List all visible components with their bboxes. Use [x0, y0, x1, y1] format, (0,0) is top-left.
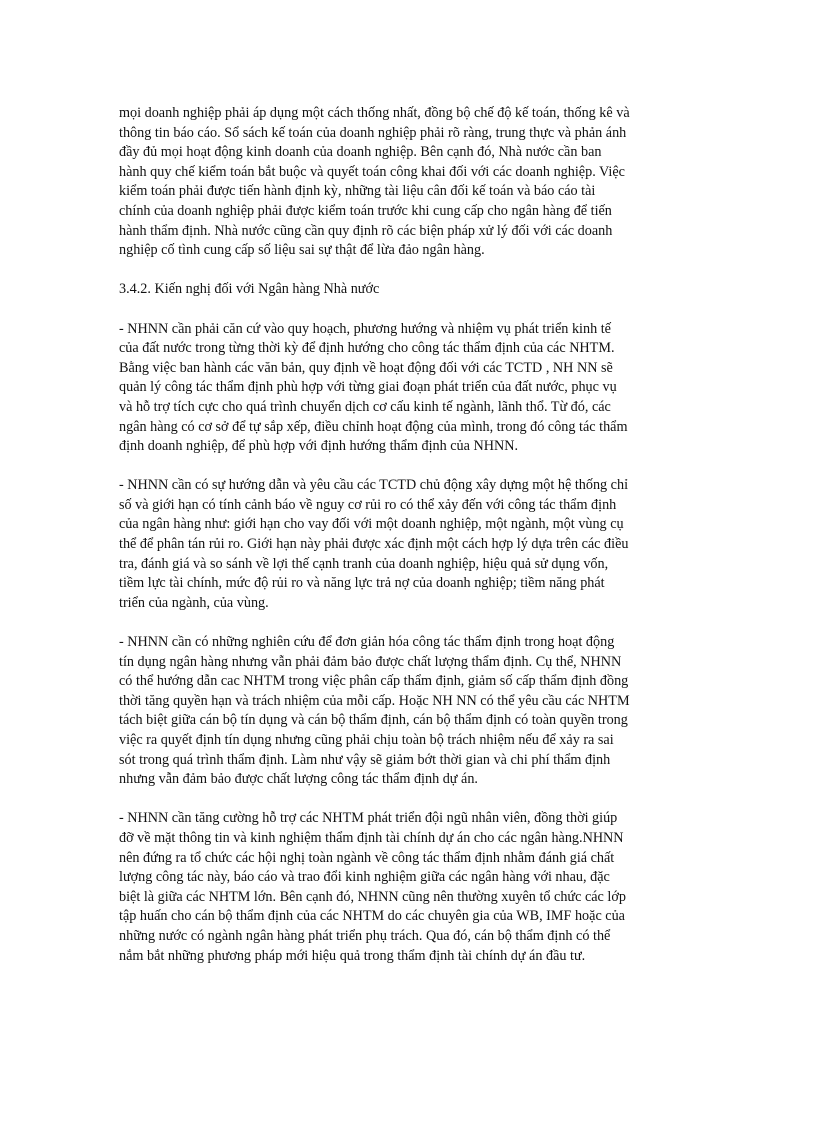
text-line: của ngân hàng như: giới hạn cho vay đối với một doanh nghiệp, một ngành, một vùng cụ: [119, 516, 624, 533]
text-line: tín dụng ngân hàng nhưng vẫn phải đảm bảo được chất lượng thẩm định. Cụ thể, NHNN: [119, 653, 622, 670]
text-line: ngân hàng có cơ sở để tự sắp xếp, điều chỉnh hoạt động của mình, trong đó công tác thẩm: [119, 418, 628, 435]
text-line: nên đứng ra tổ chức các hội nghị toàn ngành về công tác thẩm định nhằm đánh giá chất: [119, 849, 615, 866]
text-line: - NHNN cần tăng cường hỗ trợ các NHTM phát triển đội ngũ nhân viên, đồng thời giúp: [119, 810, 618, 827]
text-line: - NHNN cần phải căn cứ vào quy hoạch, phương hướng và nhiệm vụ phát triển kinh tế: [119, 320, 611, 337]
text-line: Bằng việc ban hành các văn bản, quy định về hoạt động đối với các TCTD , NH NN sẽ: [119, 359, 613, 376]
text-line: định doanh nghiệp, để phù hợp với định hướng thẩm định của NHNN.: [119, 438, 519, 455]
paragraph-2: [119, 476, 699, 613]
text-line: thông tin báo cáo. Sổ sách kế toán của doanh nghiệp phải rõ ràng, trung thực và phản ánh: [119, 124, 627, 141]
text-line: biệt là giữa các NHTM lớn. Bên cạnh đó, NHNN cũng nên thường xuyên tổ chức các lớp: [119, 888, 626, 905]
text-line: hành thẩm định. Nhà nước cũng cần quy định rõ các biện pháp xử lý đối với các doanh: [119, 222, 613, 239]
text-line: sót trong quá trình thẩm định. Làm như vậy sẽ giảm bớt thời gian và chi phí thẩm định: [119, 751, 611, 768]
text-line: hành quy chế kiểm toán bắt buộc và quyết toán công khai đối với các doanh nghiệp. Việc: [119, 163, 625, 180]
text-line: thời tăng quyền hạn và trách nhiệm của mỗi cấp. Hoặc NH NN có thể yêu cầu các NHTM: [119, 692, 630, 709]
section-heading-text: 3.4.2. Kiến nghị đối với Ngân hàng Nhà nước: [119, 281, 380, 298]
text-line: tiềm lực tài chính, mức độ rủi ro và năng lực trả nợ của doanh nghiệp; tiềm năng phát: [119, 575, 605, 592]
text-line: tách biệt giữa cán bộ tín dụng và cán bộ thẩm định, cán bộ thẩm định có toàn quyền trong: [119, 712, 628, 729]
text-line: tra, đánh giá và so sánh về lợi thế cạnh tranh của doanh nghiệp, hiệu quả sử dụng vốn,: [119, 555, 609, 572]
text-line: đầy đủ mọi hoạt động kinh doanh của doanh nghiệp. Bên cạnh đó, Nhà nước cần ban: [119, 144, 602, 161]
text-line: nắm bắt những phương pháp mới hiệu quả trong thẩm định tài chính dự án đầu tư.: [119, 947, 586, 964]
intro-paragraph: [119, 104, 699, 261]
text-line: của đất nước trong từng thời kỳ để định hướng cho công tác thẩm định của các NHTM.: [119, 340, 615, 357]
text-line: lượng công tác này, báo cáo và trao đổi kinh nghiệm giữa các ngân hàng với nhau, đặc: [119, 869, 610, 886]
text-line: có thể hướng dẫn cac NHTM trong việc phân cấp thẩm định, giảm số cấp thẩm định đồng: [119, 673, 629, 690]
paragraph-3: [119, 633, 699, 790]
text-line: thể để phân tán rủi ro. Giới hạn này phải được xác định một cách hợp lý dựa trên các điều: [119, 536, 629, 553]
document-body: [119, 104, 699, 986]
text-line: việc ra quyết định tín dụng nhưng cũng phải chịu toàn bộ trách nhiệm nếu để xảy ra sai: [119, 732, 614, 748]
text-line: nghiệp cố tình cung cấp số liệu sai sự thật để lừa đảo ngân hàng.: [119, 242, 485, 259]
text-line: kiểm toán phải được tiến hành định kỳ, những tài liệu cân đối kế toán và báo cáo tài: [119, 183, 596, 200]
text-line: chính của doanh nghiệp phải được kiểm toán trước khi cung cấp cho ngân hàng để tiến: [119, 202, 612, 219]
text-line: - NHNN cần có sự hướng dẫn và yêu cầu các TCTD chủ động xây dựng một hệ thống chỉ: [119, 477, 629, 494]
section-heading: [119, 280, 699, 300]
text-line: tập huấn cho cán bộ thẩm định của các NHTM do các chuyên gia của WB, IMF hoặc của: [119, 908, 625, 925]
text-line: quản lý công tác thẩm định phù hợp với từng giai đoạn phát triển của đất nước, phục vụ: [119, 379, 617, 396]
text-line: - NHNN cần có những nghiên cứu để đơn giản hóa công tác thẩm định trong hoạt động: [119, 634, 615, 651]
text-line: những nước có ngành ngân hàng phát triển phụ trách. Qua đó, cán bộ thẩm định có thể: [119, 927, 611, 944]
paragraph-4: [119, 809, 699, 966]
text-line: số và giới hạn có tính cảnh báo về nguy cơ rủi ro có thể xảy đến với công tác thẩm định: [119, 496, 617, 513]
text-line: nhưng vẫn đảm bảo được chất lượng công tác thẩm định dự án.: [119, 771, 478, 788]
text-line: triển của ngành, của vùng.: [119, 594, 269, 611]
text-line: và hỗ trợ tích cực cho quá trình chuyển dịch cơ cấu kinh tế ngành, lãnh thổ. Từ đó, các: [119, 398, 611, 415]
text-line: mọi doanh nghiệp phải áp dụng một cách thống nhất, đồng bộ chế độ kế toán, thống kê và: [119, 105, 630, 121]
paragraph-1: [119, 320, 699, 457]
text-line: đỡ về mặt thông tin và kinh nghiệm thẩm định tài chính dự án cho các ngân hàng.NHNN: [119, 829, 624, 846]
